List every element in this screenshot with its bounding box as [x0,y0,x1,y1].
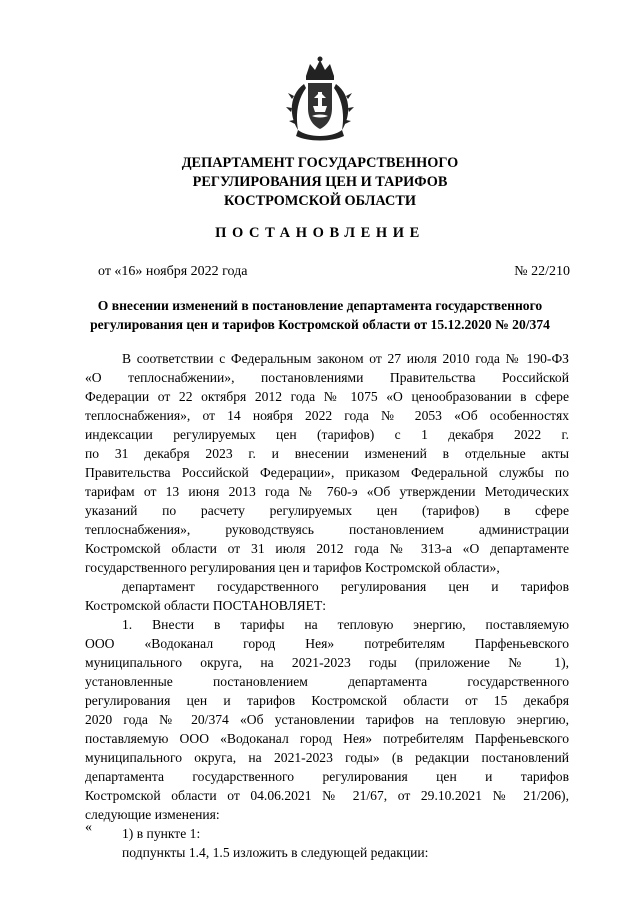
body-line: подпункты 1.4, 1.5 изложить в следующей редакции: [122,845,429,860]
body-line: ООО «Водоканал город Нея» потребителям Парфеньевского [85,636,569,651]
department-line: РЕГУЛИРОВАНИЯ ЦЕН И ТАРИФОВ [192,174,448,190]
body-line: указаний по расчету регулируемых цен (тарифов) в сфере [85,503,569,518]
body-line: следующие изменения: [85,807,220,822]
subject-line: О внесении изменений в постановление департамента государственного [97,298,543,313]
body-line: муниципального округа, на 2021-2023 годы» (в редакции постановлений [85,750,569,765]
document-subject [0,296,640,334]
body-line: В соответствии с Федеральным законом от 27 июля 2010 года № 190-ФЗ [122,351,569,366]
department-name [0,154,640,211]
body-line: департамент государственного регулирования цен и тарифов [122,579,569,594]
department-line: ДЕПАРТАМЕНТ ГОСУДАРСТВЕННОГО [181,155,459,171]
body-line: Костромской области ПОСТАНОВЛЯЕТ: [85,598,327,613]
body-line: индексации регулируемых цен (тарифов) с 1 декабря 2022 г. [85,427,569,442]
document-date: от «16» ноября 2022 года [98,264,248,279]
body-line: Федерации от 22 октября 2012 года № 1075 «О ценообразовании в сфере [85,389,569,404]
body-line: тарифам от 13 июня 2013 года № 760-э «Об утверждении Методических [85,484,569,499]
body-line: 1) в пункте 1: [122,826,201,841]
body-line: «О теплоснабжении», постановлениями Правительства Российской [85,370,569,385]
body-line: муниципального округа, на 2021-2023 годы (приложение № 1), [85,655,569,670]
body-line: Костромской области от 04.06.2021 № 21/67, от 29.10.2021 № 21/206), [85,788,569,803]
body-line: департамента государственного регулирования цен и тарифов [85,769,569,784]
subject-line: регулирования цен и тарифов Костромской области от 15.12.2020 № 20/374 [90,317,550,332]
body-line: 1. Внести в тарифы на тепловую энергию, поставляемую [122,617,569,632]
opening-quote-mark: « [85,820,92,835]
body-line: Костромской области от 31 июля 2012 года № 313-а «О департаменте [85,541,569,556]
coat-of-arms-emblem [284,56,356,142]
body-line: по 31 декабря 2023 г. и внесении изменений в отдельные акты [85,446,569,461]
document-number: № 22/210 [514,264,570,279]
body-line: регулирования цен и тарифов Костромской области от 15 декабря [85,693,569,708]
body-line: установленные постановлением департамента государственного [85,674,569,689]
date-number-row [98,264,570,280]
body-line: теплоснабжения», от 14 ноября 2022 года № 2053 «Об особенностях [85,408,569,423]
body-line: теплоснабжения», руководствуясь постановлением администрации [85,522,569,537]
department-line: КОСТРОМСКОЙ ОБЛАСТИ [223,193,417,209]
body-line: 2020 года № 20/374 «Об установлении тарифов на тепловую энергию, [85,712,569,727]
document-type-title: ПОСТАНОВЛЕНИЕ [215,225,425,241]
body-line: государственного регулирования цен и тарифов Костромской области», [85,560,500,575]
body-line: Правительства Российской Федерации», приказом Федеральной службы по [85,465,569,480]
body-line: поставляемую ООО «Водоканал город Нея» потребителям Парфеньевского [85,731,569,746]
document-body [85,349,569,862]
